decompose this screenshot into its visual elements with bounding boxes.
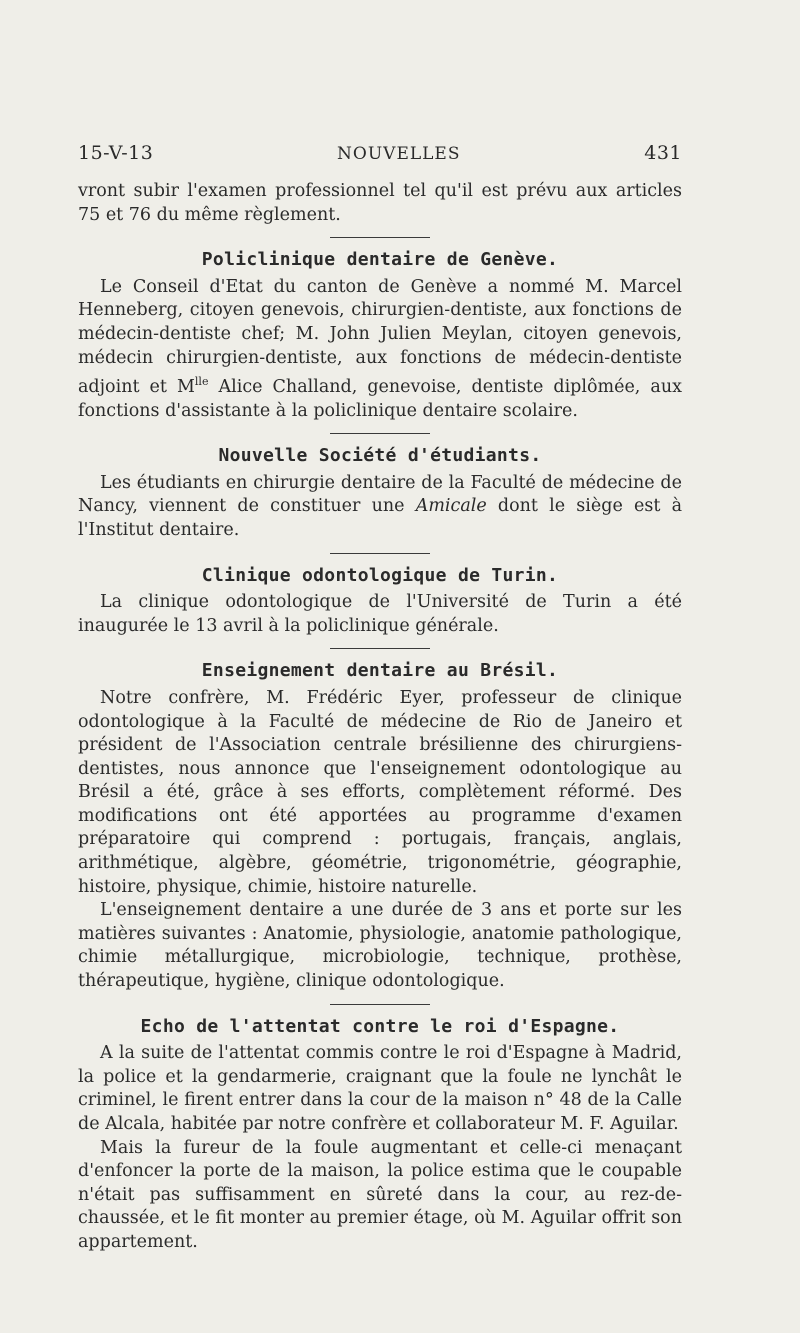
superscript: lle bbox=[194, 375, 209, 389]
section-title-turin: Clinique odontologique de Turin. bbox=[201, 564, 559, 586]
header-date: 15-V-13 bbox=[78, 142, 154, 164]
section-divider bbox=[330, 237, 430, 238]
paragraph-geneve bbox=[78, 276, 682, 423]
paragraph-bresil-2: L'enseignement dentaire a une durée de 3 ans et porte sur les matières suivantes : Anatomie, physiologie, anatomie pathologique, chimie métallurgique, microbiologie, technique, prothèse, thérapeutique, hygiène, clinique odontologique. bbox=[78, 900, 682, 992]
paragraph-text: dont le siège est à l'Institut dentaire. bbox=[78, 496, 683, 540]
paragraph-bresil-1: Notre confrère, M. Frédéric Eyer, professeur de clinique odontologique à la Faculté de médecine de Rio de Janeiro et président de l'Association centrale brésilienne des chirurgiens-dentistes, nous annonce que l'enseignement odontologique au Brésil a été, grâce à ses efforts, complètement réformé. Des modifications ont été apportées au programme d'examen préparatoire qui comprend : portugais, français, anglais, arithmétique, algèbre, géométrie, trigonométrie, géographie, histoire, physique, chimie, histoire naturelle. bbox=[78, 687, 682, 897]
section-divider bbox=[330, 1004, 430, 1005]
section-divider bbox=[330, 433, 430, 434]
header-section-title: NOUVELLES bbox=[337, 144, 461, 164]
paragraph-text: Le Conseil d'Etat du canton de Genève a nommé M. Marcel Henneberg, citoyen genevois, chirurgien-dentiste, aux fonctions de médecin-dentiste chef; M. John Julien Meylan, citoyen genevois, médecin chirurgien-dentiste, aux fonctions de médecin-dentiste adjoint et M bbox=[78, 276, 682, 397]
paragraph-turin: La clinique odontologique de l'Université de Turin a été inaugurée le 13 avril à la policlinique générale. bbox=[78, 592, 682, 636]
italic-term: Amicale bbox=[415, 496, 487, 517]
section-title-societe: Nouvelle Société d'étudiants. bbox=[218, 445, 542, 467]
running-head bbox=[78, 142, 682, 164]
page-body bbox=[78, 180, 682, 1255]
section-title-geneve: Policlinique dentaire de Genève. bbox=[201, 249, 559, 271]
page-number: 431 bbox=[644, 142, 682, 164]
paragraph-espagne-1: A la suite de l'attentat commis contre le roi d'Espagne à Madrid, la police et la gendarmerie, craignant que la foule ne lynchât le criminel, le firent entrer dans la cour de la maison n° 48 de la Calle de Alcala, habitée par notre confrère et collaborateur M. F. Aguilar. bbox=[78, 1043, 682, 1135]
continued-paragraph: vront subir l'examen professionnel tel qu'il est prévu aux articles 75 et 76 du même règlement. bbox=[78, 181, 682, 225]
paragraph-espagne-2: Mais la fureur de la foule augmentant et celle-ci menaçant d'enfoncer la porte de la maison, la police estima que le coupable n'était pas suffisamment en sûreté dans la cour, au rez-de-chaussée, et le fit monter au premier étage, où M. Aguilar offrit son appartement. bbox=[78, 1137, 682, 1252]
section-title-espagne: Echo de l'attentat contre le roi d'Espagne. bbox=[140, 1015, 620, 1037]
paragraph-text: Les étudiants en chirurgie dentaire de la Faculté de médecine de Nancy, viennent de constituer une bbox=[78, 472, 682, 517]
section-divider bbox=[330, 648, 430, 649]
section-title-bresil: Enseignement dentaire au Brésil. bbox=[201, 660, 559, 682]
paragraph-text: Alice Challand, genevoise, dentiste diplômée, aux fonctions d'assistante à la policlinique dentaire scolaire. bbox=[78, 376, 682, 421]
section-divider bbox=[330, 553, 430, 554]
paragraph-societe bbox=[78, 472, 682, 543]
